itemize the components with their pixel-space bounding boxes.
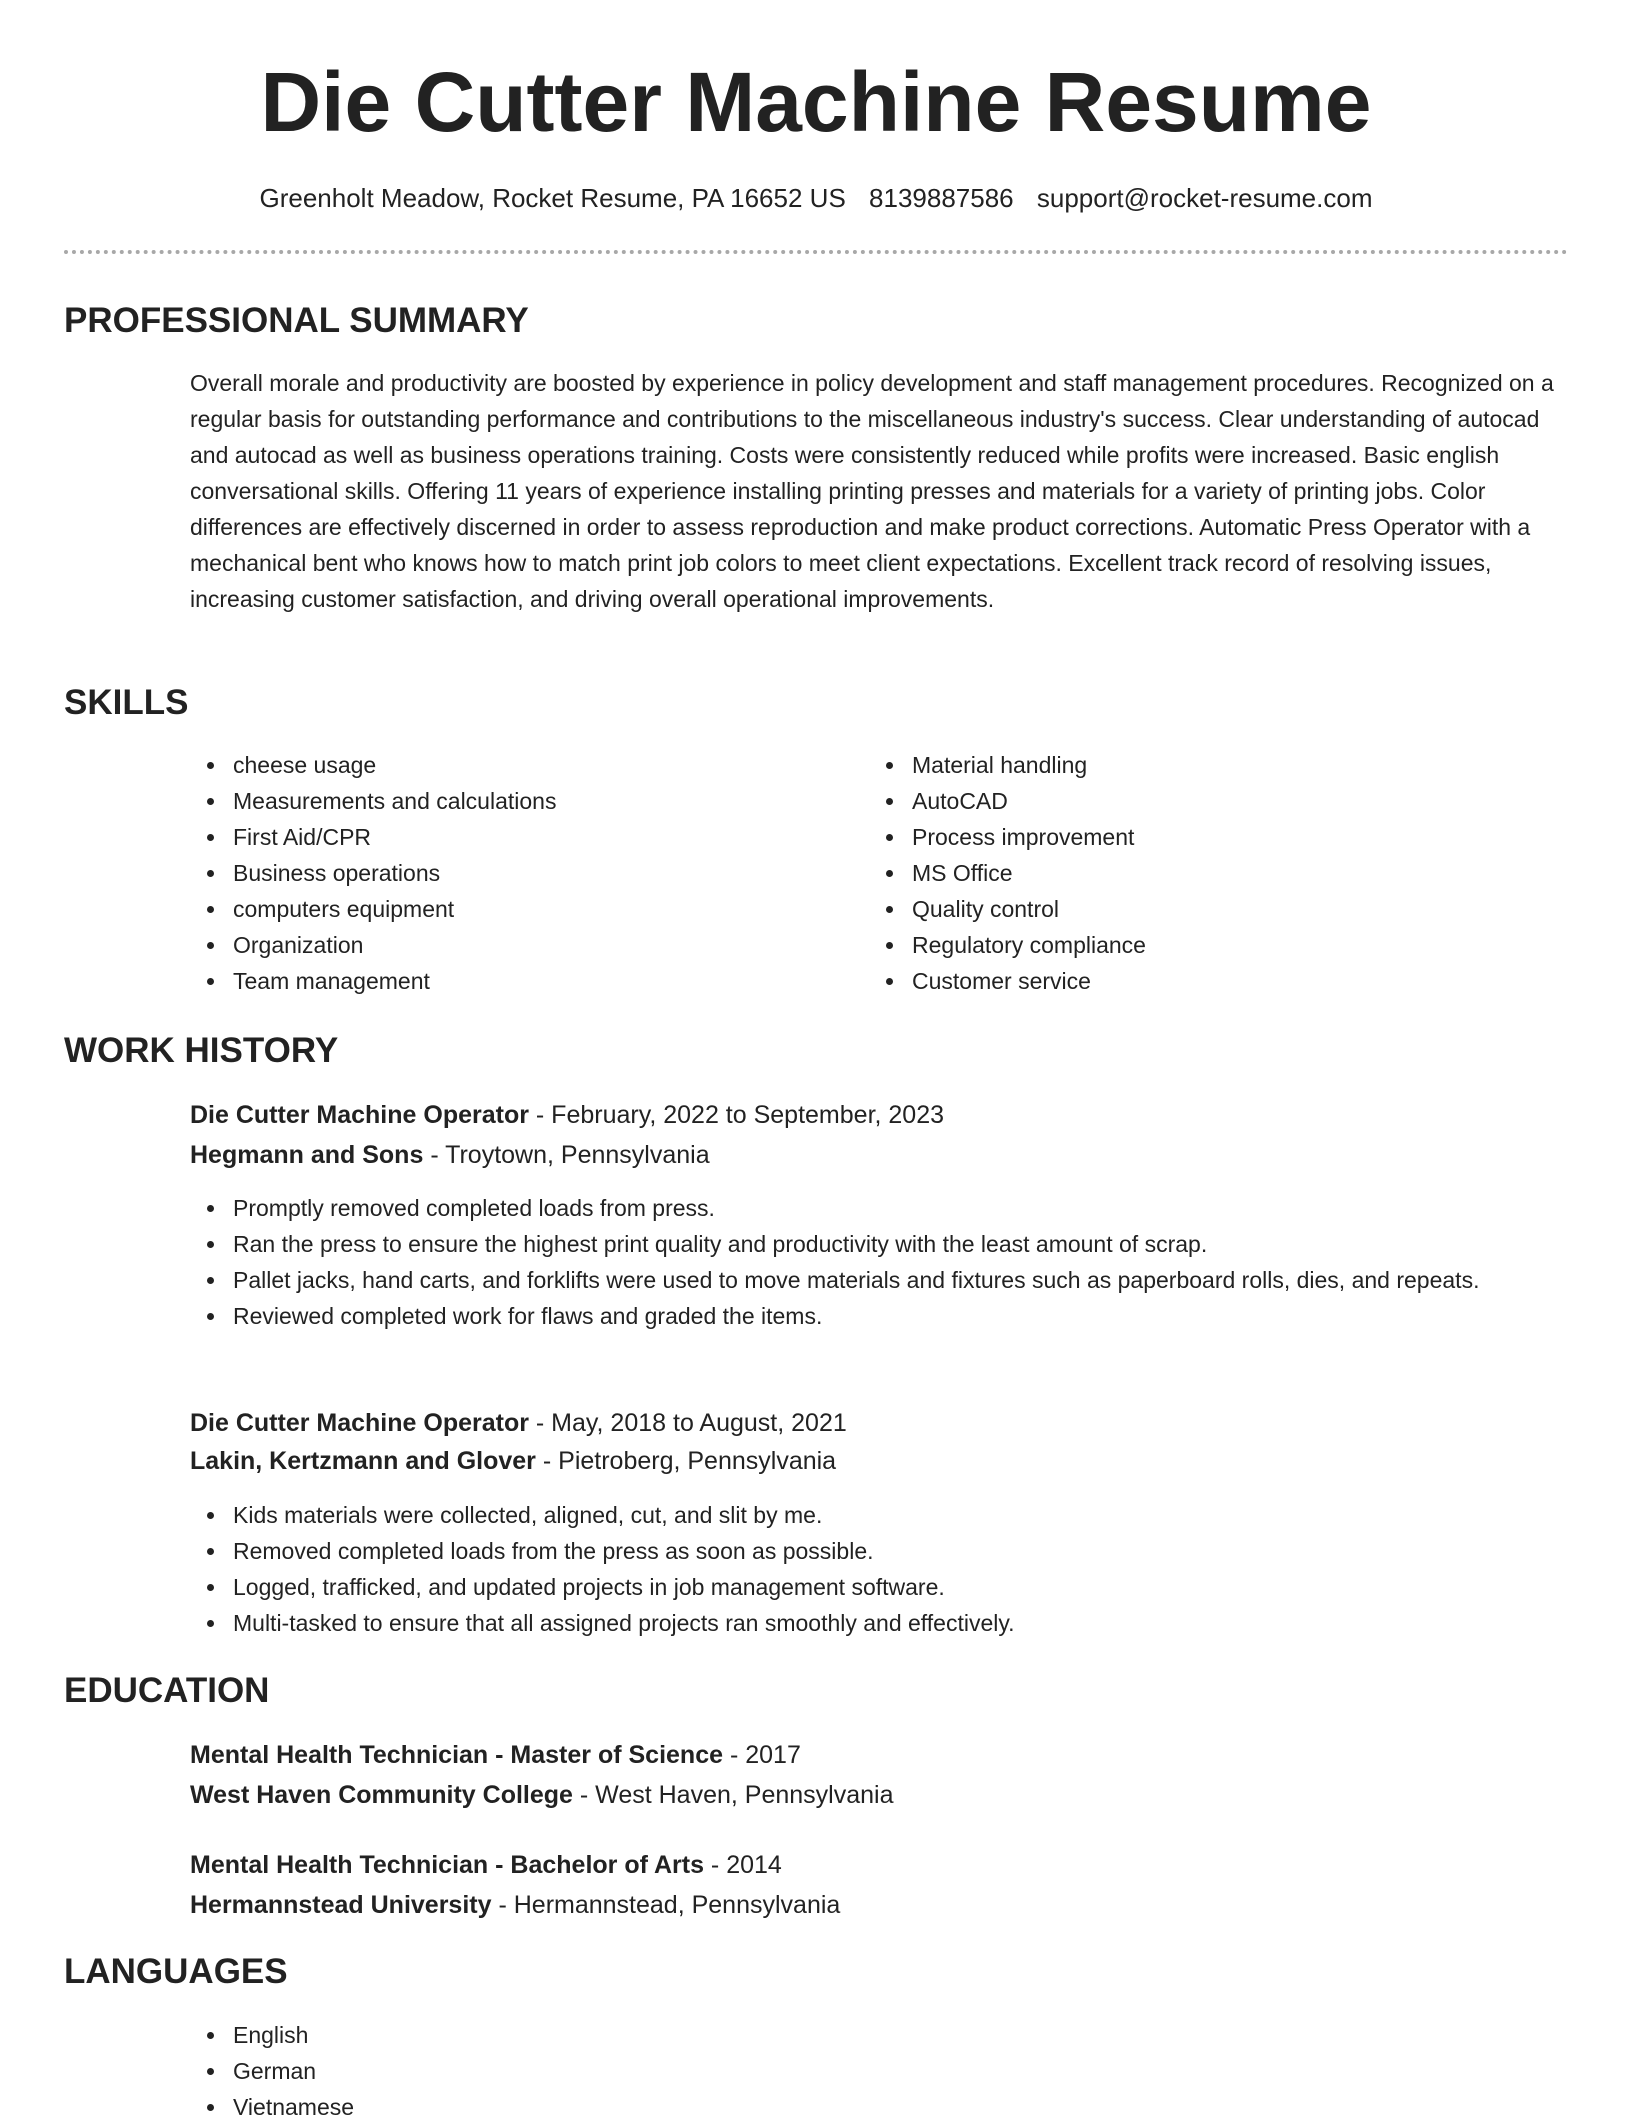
job-dates: - February, 2022 to September, 2023 [528, 1101, 945, 1129]
language-item: English [190, 2017, 1530, 2053]
section-title-languages: LANGUAGES [64, 1952, 288, 1991]
job-dates: - May, 2018 to August, 2021 [528, 1409, 847, 1437]
skill-item: Material handling [869, 747, 1489, 783]
job-company: Hegmann and Sons [190, 1141, 424, 1169]
skill-item: AutoCAD [869, 783, 1489, 819]
language-item: Vietnamese [190, 2089, 1530, 2125]
job-title-line [190, 1097, 944, 1133]
skill-item: Measurements and calculations [190, 783, 810, 819]
skill-item: computers equipment [190, 891, 810, 927]
language-item: German [190, 2053, 1530, 2089]
job-company-line [190, 1137, 710, 1173]
languages-list [190, 2017, 1530, 2125]
job-bullet: Pallet jacks, hand carts, and forklifts were used to move materials and fixtures such as paperboard rolls, dies, and repeats. [190, 1262, 1530, 1298]
skill-item: Team management [190, 963, 810, 999]
summary-text: Overall morale and productivity are boosted by experience in policy development and staff management procedures. Recognized on a regular basis for outstanding performance and contributions to the miscellaneous industry's success. Clear understanding of autocad and autocad as well as business operations training. Costs were consistently reduced while profits were increased. Basic english conversational skills. Offering 11 years of experience installing printing presses and materials for a variety of printing jobs. Color differences are effectively discerned in order to assess reproduction and make product corrections. Automatic Press Operator with a mechanical bent who knows how to match print job colors to meet client expectations. Excellent track record of resolving issues, increasing customer satisfaction, and driving overall operational improvements. [190, 370, 1554, 612]
contact-address: Greenholt Meadow, Rocket Resume, PA 16652 US [259, 183, 846, 213]
header-divider [64, 250, 1568, 254]
section-title-work-history: WORK HISTORY [64, 1031, 339, 1070]
education-location: - Hermannstead, Pennsylvania [491, 1891, 841, 1919]
education-year: - 2014 [703, 1851, 782, 1879]
job-bullet: Multi-tasked to ensure that all assigned projects ran smoothly and effectively. [190, 1605, 1530, 1641]
skill-item: Process improvement [869, 819, 1489, 855]
job-role: Die Cutter Machine Operator [190, 1409, 529, 1437]
education-school-line [190, 1777, 893, 1813]
section-title-education: EDUCATION [64, 1671, 270, 1710]
job-title-line [190, 1405, 847, 1441]
section-title-skills: SKILLS [64, 683, 189, 722]
skill-item: cheese usage [190, 747, 810, 783]
skills-list-right [869, 747, 1489, 999]
job-bullets [190, 1497, 1530, 1641]
skill-item: Quality control [869, 891, 1489, 927]
skills-list-left [190, 747, 810, 999]
job-bullet: Reviewed completed work for flaws and graded the items. [190, 1298, 1530, 1334]
resume-name: Die Cutter Machine Resume [260, 55, 1372, 149]
education-degree-line [190, 1847, 782, 1883]
section-title-summary: PROFESSIONAL SUMMARY [64, 301, 529, 340]
job-bullets [190, 1190, 1530, 1334]
education-year: - 2017 [723, 1741, 801, 1769]
job-location: - Troytown, Pennsylvania [423, 1141, 710, 1169]
education-degree-line [190, 1737, 801, 1773]
education-school: West Haven Community College [190, 1781, 573, 1809]
education-degree: Mental Health Technician - Bachelor of Arts [190, 1851, 704, 1879]
education-location: - West Haven, Pennsylvania [572, 1781, 894, 1809]
skill-item: Customer service [869, 963, 1489, 999]
skill-item: Regulatory compliance [869, 927, 1489, 963]
job-bullet: Kids materials were collected, aligned, cut, and slit by me. [190, 1497, 1530, 1533]
skill-item: Organization [190, 927, 810, 963]
job-location: - Pietroberg, Pennsylvania [535, 1447, 837, 1475]
job-role: Die Cutter Machine Operator [190, 1101, 529, 1129]
skill-item: Business operations [190, 855, 810, 891]
job-bullet: Ran the press to ensure the highest print quality and productivity with the least amount of scrap. [190, 1226, 1530, 1262]
job-bullet: Removed completed loads from the press as soon as possible. [190, 1533, 1530, 1569]
job-company-line [190, 1443, 836, 1479]
contact-phone: 8139887586 [869, 183, 1014, 213]
education-school-line [190, 1887, 840, 1923]
education-degree: Mental Health Technician - Master of Science [190, 1741, 724, 1769]
skill-item: First Aid/CPR [190, 819, 810, 855]
job-bullet: Logged, trafficked, and updated projects in job management software. [190, 1569, 1530, 1605]
skill-item: MS Office [869, 855, 1489, 891]
contact-line [64, 180, 1568, 216]
education-school: Hermannstead University [190, 1891, 492, 1919]
job-bullet: Promptly removed completed loads from press. [190, 1190, 1530, 1226]
job-company: Lakin, Kertzmann and Glover [190, 1447, 536, 1475]
contact-email: support@rocket-resume.com [1036, 183, 1373, 213]
